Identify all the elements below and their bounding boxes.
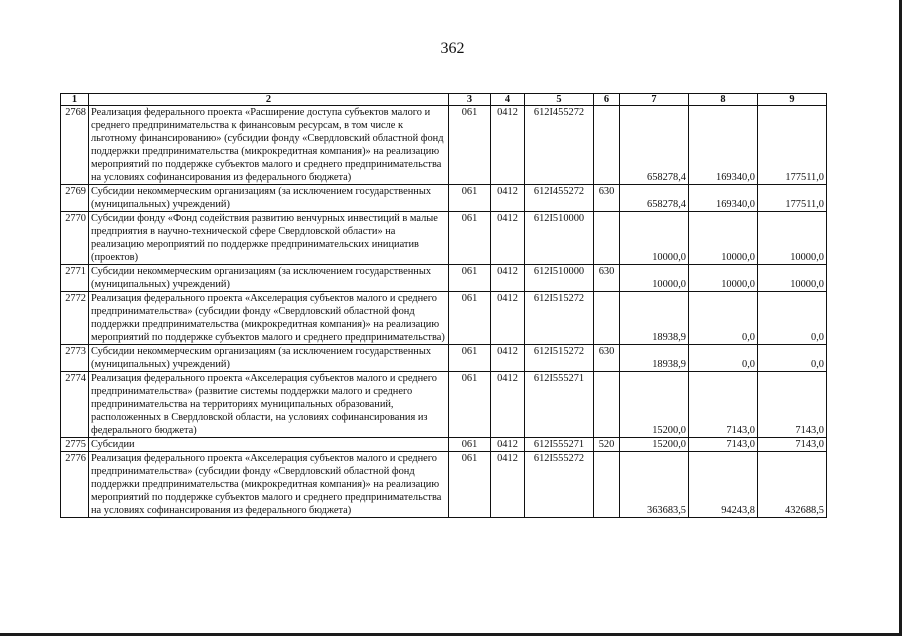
amount-col9: 10000,0: [758, 265, 827, 292]
expense-type-code: [594, 372, 620, 438]
amount-col7: 658278,4: [620, 185, 689, 212]
section-code: 0412: [491, 372, 525, 438]
row-name: Субсидии: [89, 438, 449, 452]
ministry-code: 061: [449, 372, 491, 438]
ministry-code: 061: [449, 292, 491, 345]
table-header-row: [61, 94, 827, 106]
expense-type-code: 630: [594, 265, 620, 292]
column-header: 4: [491, 94, 525, 106]
row-name: Субсидии некоммерческим организациям (за исключением государственных (муниципальных) учреждений): [89, 265, 449, 292]
amount-col7: 15200,0: [620, 372, 689, 438]
row-name: Реализация федерального проекта «Расширение доступа субъектов малого и среднего предпринимательства к финансовым ресурсам, в том числе к льготному финансированию» (субсидии фонду «Свердловский областной фонд поддержки предпринимательства (микрокредитная компания)» на реализацию мероприятий по поддержке субъектов малого и среднего предпринимательства на условиях софинансирования из федерального бюджета): [89, 106, 449, 185]
column-header: 5: [525, 94, 594, 106]
table-row: [61, 265, 827, 292]
section-code: 0412: [491, 185, 525, 212]
section-code: 0412: [491, 345, 525, 372]
section-code: 0412: [491, 292, 525, 345]
expense-type-code: 630: [594, 345, 620, 372]
ministry-code: 061: [449, 212, 491, 265]
amount-col9: 177511,0: [758, 106, 827, 185]
target-article-code: 612I555271: [525, 372, 594, 438]
row-number: 2776: [61, 452, 89, 518]
target-article-code: 612I515272: [525, 345, 594, 372]
section-code: 0412: [491, 212, 525, 265]
target-article-code: 612I555272: [525, 452, 594, 518]
ministry-code: 061: [449, 265, 491, 292]
row-name: Субсидии некоммерческим организациям (за исключением государственных (муниципальных) учреждений): [89, 345, 449, 372]
amount-col9: 7143,0: [758, 438, 827, 452]
target-article-code: 612I455272: [525, 106, 594, 185]
column-header: 6: [594, 94, 620, 106]
amount-col7: 18938,9: [620, 292, 689, 345]
amount-col8: 7143,0: [689, 438, 758, 452]
amount-col7: 363683,5: [620, 452, 689, 518]
amount-col8: 10000,0: [689, 212, 758, 265]
table-row: [61, 212, 827, 265]
ministry-code: 061: [449, 345, 491, 372]
ministry-code: 061: [449, 438, 491, 452]
amount-col8: 169340,0: [689, 185, 758, 212]
row-name: Реализация федерального проекта «Акселерация субъектов малого и среднего предпринимательства» (субсидии фонду «Свердловский областной фонд поддержки предпринимательства (микрокредитная компания)» на реализацию мероприятий по поддержке субъектов малого и среднего предпринимательства на условиях софинансирования из федерального бюджета): [89, 452, 449, 518]
column-header: 7: [620, 94, 689, 106]
column-header: 8: [689, 94, 758, 106]
row-name: Реализация федерального проекта «Акселерация субъектов малого и среднего предпринимательства» (развитие системы поддержки малого и среднего предпринимательства на территориях муниципальных образований, расположенных в Свердловской области, на условиях софинансирования из федерального бюджета): [89, 372, 449, 438]
table-row: [61, 438, 827, 452]
amount-col9: 432688,5: [758, 452, 827, 518]
target-article-code: 612I510000: [525, 212, 594, 265]
section-code: 0412: [491, 265, 525, 292]
amount-col8: 0,0: [689, 345, 758, 372]
amount-col9: 177511,0: [758, 185, 827, 212]
amount-col7: 18938,9: [620, 345, 689, 372]
row-number: 2769: [61, 185, 89, 212]
section-code: 0412: [491, 106, 525, 185]
column-header: 3: [449, 94, 491, 106]
page-number: 362: [440, 40, 465, 57]
amount-col8: 94243,8: [689, 452, 758, 518]
budget-table: [60, 93, 827, 518]
column-header: 9: [758, 94, 827, 106]
table-row: [61, 185, 827, 212]
table-row: [61, 452, 827, 518]
amount-col8: 169340,0: [689, 106, 758, 185]
table-row: [61, 372, 827, 438]
row-number: 2768: [61, 106, 89, 185]
row-number: 2770: [61, 212, 89, 265]
amount-col7: 10000,0: [620, 265, 689, 292]
amount-col9: 0,0: [758, 345, 827, 372]
amount-col8: 7143,0: [689, 372, 758, 438]
expense-type-code: [594, 292, 620, 345]
column-header: 1: [61, 94, 89, 106]
row-name: Субсидии фонду «Фонд содействия развитию венчурных инвестиций в малые предприятия в научно-технической сфере Свердловской области» на реализацию мероприятий по поддержке предпринимательских инициатив (проектов): [89, 212, 449, 265]
amount-col8: 10000,0: [689, 265, 758, 292]
amount-col9: 0,0: [758, 292, 827, 345]
amount-col7: 10000,0: [620, 212, 689, 265]
amount-col8: 0,0: [689, 292, 758, 345]
row-number: 2774: [61, 372, 89, 438]
amount-col9: 10000,0: [758, 212, 827, 265]
section-code: 0412: [491, 438, 525, 452]
table-row: [61, 345, 827, 372]
expense-type-code: [594, 452, 620, 518]
amount-col7: 15200,0: [620, 438, 689, 452]
row-name: Реализация федерального проекта «Акселерация субъектов малого и среднего предпринимательства» (субсидии фонду «Свердловский областной фонд поддержки предпринимательства (микрокредитная компания)» на реализацию мероприятий по поддержке субъектов малого и среднего предпринимательства): [89, 292, 449, 345]
target-article-code: 612I555271: [525, 438, 594, 452]
row-name: Субсидии некоммерческим организациям (за исключением государственных (муниципальных) учреждений): [89, 185, 449, 212]
table-row: [61, 292, 827, 345]
section-code: 0412: [491, 452, 525, 518]
expense-type-code: 630: [594, 185, 620, 212]
row-number: 2775: [61, 438, 89, 452]
column-header: 2: [89, 94, 449, 106]
amount-col9: 7143,0: [758, 372, 827, 438]
ministry-code: 061: [449, 106, 491, 185]
expense-type-code: [594, 106, 620, 185]
expense-type-code: 520: [594, 438, 620, 452]
row-number: 2772: [61, 292, 89, 345]
row-number: 2771: [61, 265, 89, 292]
target-article-code: 612I515272: [525, 292, 594, 345]
ministry-code: 061: [449, 452, 491, 518]
table-row: [61, 106, 827, 185]
amount-col7: 658278,4: [620, 106, 689, 185]
expense-type-code: [594, 212, 620, 265]
target-article-code: 612I510000: [525, 265, 594, 292]
ministry-code: 061: [449, 185, 491, 212]
row-number: 2773: [61, 345, 89, 372]
target-article-code: 612I455272: [525, 185, 594, 212]
